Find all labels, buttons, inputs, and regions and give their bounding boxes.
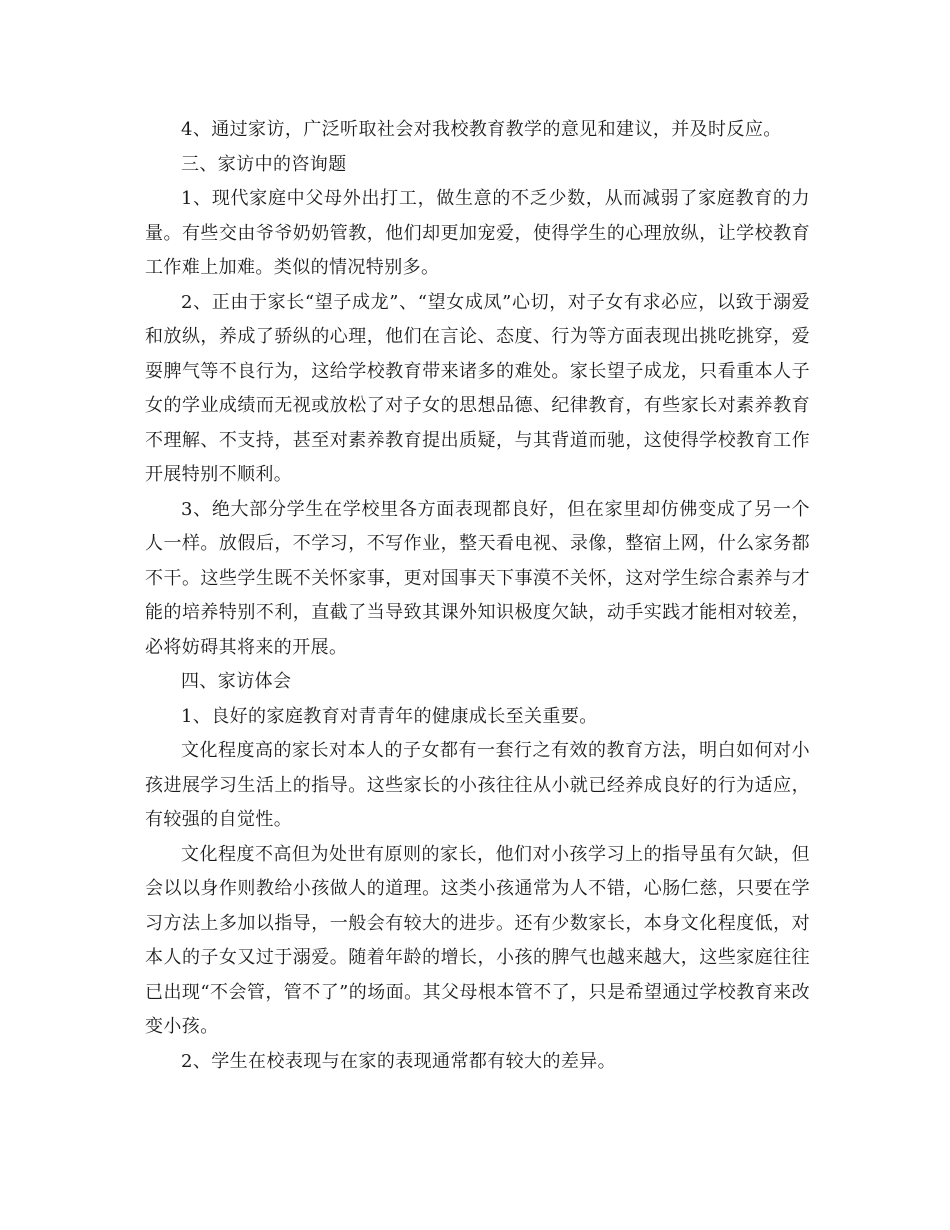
paragraph-experience-1: 1、良好的家庭教育对青青年的健康成长至关重要。 (181, 705, 598, 727)
section-heading-consultation: 三、家访中的咨询题 (181, 153, 347, 175)
document-body (145, 113, 810, 1079)
paragraph-consultation-2: 2、正由于家长“望子成龙”、“望女成凤”心切，对子女有求必应，以致于溺爱和放纵，养成了骄纵的心理，他们在言论、态度、行为等方面表现出挑吃挑穿，爱耍脾气等不良行为，这给学校教育带来诸多的难处。家长望子成龙，只看重本人子女的学业成绩而无视或放松了对子女的思想品德、纪律教育，有些家长对素养教育不理解、不支持，甚至对素养教育提出质疑，与其背道而驰，这使得学校教育工作开展特别不顺利。 (145, 291, 810, 485)
paragraph-item-4: 4、通过家访，广泛听取社会对我校教育教学的意见和建议，并及时反应。 (181, 119, 782, 140)
paragraph-consultation-3: 3、绝大部分学生在学校里各方面表现都良好，但在家里却仿佛变成了另一个人一样。放假后，不学习，不写作业，整天看电视、录像，整宿上网，什么家务都不干。这些学生既不关怀家事，更对国事天下事漠不关怀，这对学生综合素养与才能的培养特别不利，直截了当导致其课外知识极度欠缺，动手实践才能相对较差，必将妨碍其将来的开展。 (145, 498, 810, 658)
section-heading-experience: 四、家访体会 (181, 671, 292, 692)
paragraph-consultation-1: 1、现代家庭中父母外出打工，做生意的不乏少数，从而减弱了家庭教育的力量。有些交由爷爷奶奶管教，他们却更加宠爱，使得学生的心理放纵，让学校教育工作难上加难。类似的情况特别多。 (145, 188, 810, 278)
paragraph-educated-parents: 文化程度高的家长对本人的子女都有一套行之有效的教育方法，明白如何对小孩进展学习生活上的指导。这些家长的小孩往往从小就已经养成良好的行为适应，有较强的自觉性。 (145, 740, 810, 830)
paragraph-experience-2: 2、学生在校表现与在家的表现通常都有较大的差异。 (181, 1050, 617, 1072)
paragraph-less-educated-parents: 文化程度不高但为处世有原则的家长，他们对小孩学习上的指导虽有欠缺，但会以以身作则教给小孩做人的道理。这类小孩通常为人不错，心肠仁慈，只要在学习方法上多加以指导，一般会有较大的进步。还有少数家长，本身文化程度低，对本人的子女又过于溺爱。随着年龄的增长，小孩的脾气也越来越大，这些家庭往往已出现“不会管，管不了”的场面。其父母根本管不了，只是希望通过学校教育来改变小孩。 (145, 843, 810, 1037)
